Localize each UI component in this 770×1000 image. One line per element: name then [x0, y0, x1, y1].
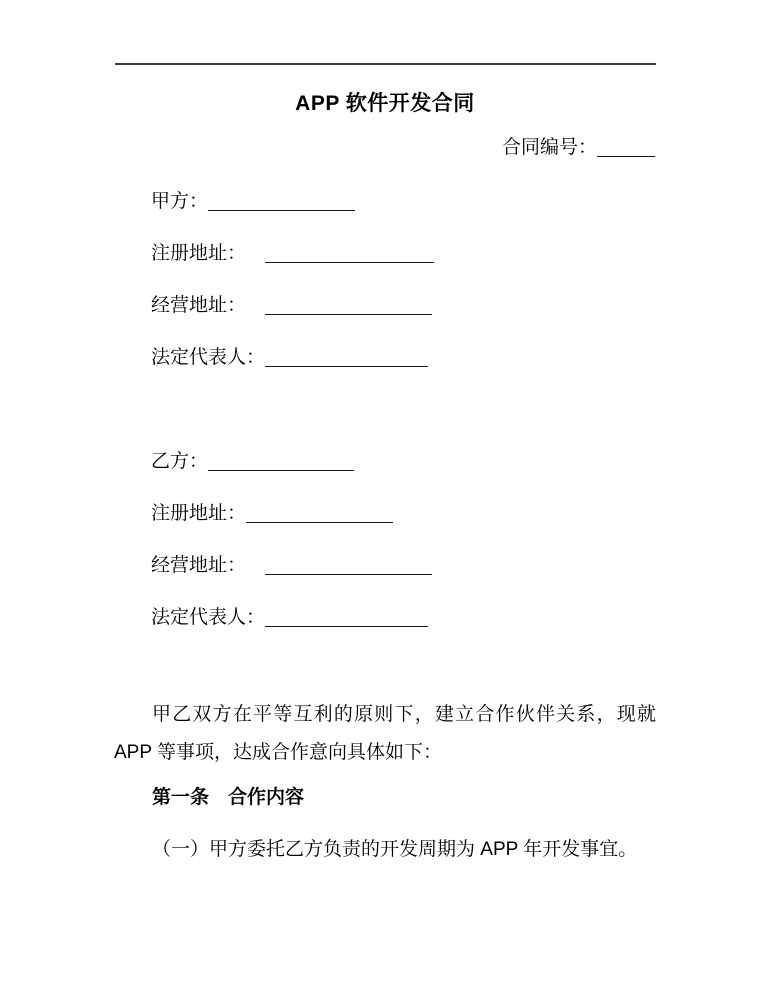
- party-a-business-address-row: [114, 294, 656, 318]
- clause-1-item-1: （一）甲方委托乙方负责的开发周期为 APP 年开发事宜。: [152, 839, 638, 860]
- party-b-legal-representative-row: [114, 606, 656, 630]
- contract-number-label: 合同编号：: [501, 137, 597, 158]
- party-b-business-address-row: [114, 554, 656, 578]
- party-b-name-row: [114, 450, 656, 474]
- party-b-business-address-label: 经营地址：: [151, 555, 247, 576]
- header-rule: [115, 63, 656, 65]
- party-a-name-label: 甲方：: [151, 191, 209, 212]
- party-b-registered-address-blank: [246, 504, 393, 523]
- contract-number-blank: [597, 138, 655, 157]
- party-a-registered-address-row: [114, 242, 656, 266]
- party-a-legal-representative-blank: [265, 348, 428, 367]
- party-a-business-address-label: 经营地址：: [151, 295, 247, 316]
- party-b-legal-representative-blank: [265, 608, 428, 627]
- party-b-business-address-blank: [265, 556, 432, 575]
- party-b-name-label: 乙方：: [151, 451, 209, 472]
- party-b-registered-address-row: [114, 502, 656, 526]
- party-a-name-row: [114, 190, 656, 214]
- party-a-legal-representative-row: [114, 346, 656, 370]
- intro-paragraph: 甲乙双方在平等互利的原则下，建立合作伙伴关系，现就 APP 等事项，达成合作意向具体如下：: [114, 704, 656, 763]
- party-a-name-blank: [208, 192, 355, 211]
- contract-number-row: [114, 136, 655, 160]
- party-b-legal-representative-label: 法定代表人：: [151, 607, 266, 628]
- party-b-name-blank: [208, 452, 354, 471]
- party-a-registered-address-blank: [265, 244, 434, 263]
- document-title: APP 软件开发合同: [295, 92, 475, 115]
- clause-1-heading: 第一条 合作内容: [152, 787, 305, 808]
- party-a-business-address-blank: [265, 296, 432, 315]
- party-b-registered-address-label: 注册地址：: [151, 503, 247, 524]
- party-a-legal-representative-label: 法定代表人：: [151, 347, 266, 368]
- party-a-registered-address-label: 注册地址：: [151, 243, 247, 264]
